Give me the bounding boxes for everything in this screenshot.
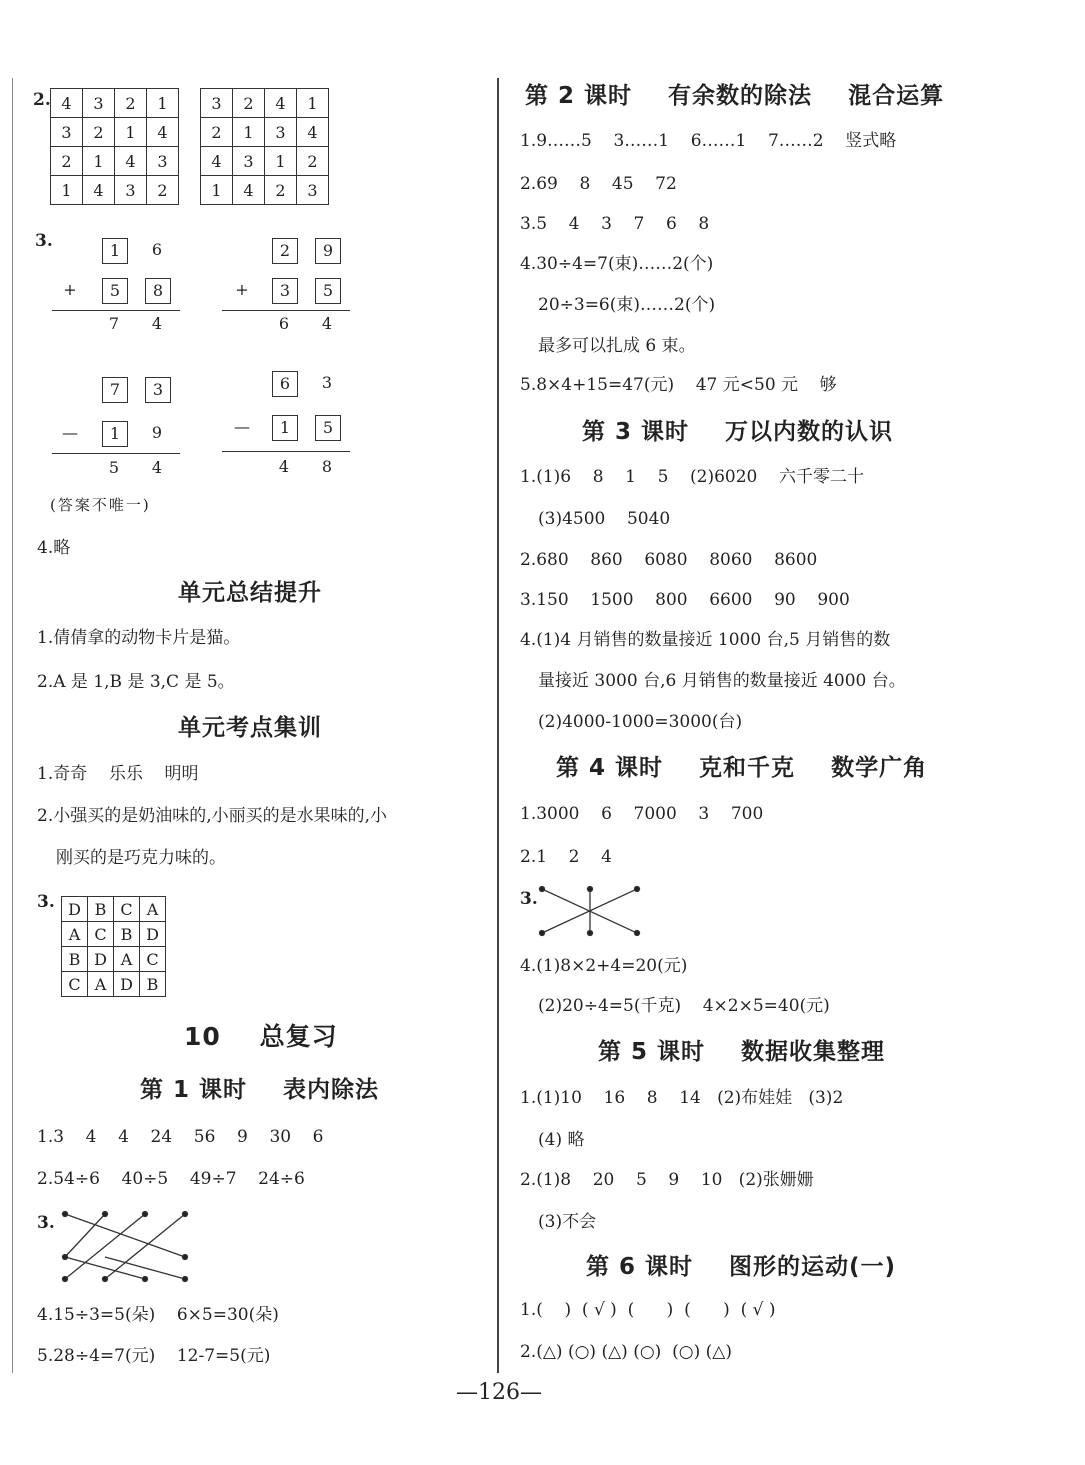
grid-cell: 4 <box>51 89 83 118</box>
digit-box: 5 <box>315 278 341 304</box>
difference-line <box>222 451 350 452</box>
grid-cell: 2 <box>201 118 233 147</box>
grid-cell: C <box>140 947 166 972</box>
grid-cell: 1 <box>265 147 297 176</box>
sum-line <box>52 310 180 311</box>
grid-row <box>201 176 329 205</box>
digit: 3 <box>321 373 333 392</box>
lesson-1-q1: 1.3 4 4 24 56 9 30 6 <box>37 1127 324 1147</box>
digit-box: 6 <box>272 371 298 397</box>
number-grid-1 <box>50 88 179 205</box>
lesson-2-q1: 1.9……5 3……1 6……1 7……2 竖式略 <box>520 131 897 151</box>
digit: 6 <box>151 240 163 259</box>
grid-cell: 3 <box>83 89 115 118</box>
grid-cell: 1 <box>51 176 83 205</box>
grid-row <box>201 89 329 118</box>
digit-box: 9 <box>315 238 341 264</box>
grid-cell: 3 <box>51 118 83 147</box>
grid-row <box>51 176 179 205</box>
unit-test-q2-line1: 2.小强买的是奶油味的,小丽买的是水果味的,小 <box>37 806 388 826</box>
grid-cell: 2 <box>83 118 115 147</box>
grid-cell: 3 <box>201 89 233 118</box>
grid-cell: 1 <box>233 118 265 147</box>
difference-line <box>52 453 180 454</box>
grid-cell: 4 <box>265 89 297 118</box>
lesson-2-q3: 3.5 4 3 7 6 8 <box>520 214 710 234</box>
lesson-6-q1: 1.( ) ( √ ) ( ) ( ) ( √ ) <box>520 1300 776 1320</box>
lesson-5-q1-line1: 1.(1)10 16 8 14 (2)布娃娃 (3)2 <box>520 1088 844 1108</box>
grid-cell: B <box>62 947 88 972</box>
lesson-3-q1-line2: (3)4500 5040 <box>538 509 671 529</box>
lesson-2-q4-line2: 20÷3=6(束)……2(个) <box>538 295 716 315</box>
minus-sign: — <box>62 423 78 442</box>
grid-row <box>201 118 329 147</box>
lesson-2-q5: 5.8×4+15=47(元) 47 元<50 元 够 <box>520 375 837 395</box>
unit-summary-q2: 2.A 是 1,B 是 3,C 是 5。 <box>37 672 235 692</box>
q3-label: 3. <box>35 231 53 251</box>
lesson-1-q3-label: 3. <box>37 1213 55 1233</box>
digit: 7 <box>108 314 120 333</box>
grid-cell: 3 <box>233 147 265 176</box>
grid-cell: B <box>140 972 166 997</box>
lesson-3-q3: 3.150 1500 800 6600 90 900 <box>520 590 850 610</box>
grid-cell: B <box>114 922 140 947</box>
lesson-3-q4-line1: 4.(1)4 月销售的数量接近 1000 台,5 月销售的数 <box>520 630 891 650</box>
lesson-4-q4-line1: 4.(1)8×2+4=20(元) <box>520 956 688 976</box>
unit-test-q3-label: 3. <box>37 892 55 912</box>
grid-cell: A <box>140 897 166 922</box>
grid-cell: A <box>88 972 114 997</box>
digit-box: 3 <box>145 377 171 403</box>
grid-cell: B <box>88 897 114 922</box>
lesson-1-title: 第 1 课时 表内除法 <box>140 1077 380 1103</box>
grid-cell: 2 <box>265 176 297 205</box>
section-title-unit-summary: 单元总结提升 <box>178 580 322 606</box>
lesson-2-title: 第 2 课时 有余数的除法 混合运算 <box>525 83 945 109</box>
lesson-2-q2: 2.69 8 45 72 <box>520 174 677 194</box>
lesson-3-q4-line2: 量接近 3000 台,6 月销售的数量接近 4000 台。 <box>538 671 906 691</box>
digit: 8 <box>321 457 333 476</box>
unit-test-q2-line2: 刚买的是巧克力味的。 <box>56 848 226 868</box>
grid-cell: 3 <box>147 147 179 176</box>
grid-cell: 2 <box>115 89 147 118</box>
grid-cell: 1 <box>83 147 115 176</box>
digit: 5 <box>108 458 120 477</box>
lesson-3-q1-line1: 1.(1)6 8 1 5 (2)6020 六千零二十 <box>520 467 864 487</box>
grid-cell: D <box>62 897 88 922</box>
lesson-5-q1-line2: (4) 略 <box>538 1130 585 1150</box>
grid-cell: D <box>114 972 140 997</box>
section-title-unit-test: 单元考点集训 <box>178 715 322 741</box>
grid-cell: 2 <box>233 89 265 118</box>
lesson-3-q4-line3: (2)4000-1000=3000(台) <box>538 712 743 732</box>
plus-sign: + <box>63 280 77 299</box>
digit: 4 <box>321 314 333 333</box>
lesson-2-q4-line1: 4.30÷4=7(束)……2(个) <box>520 254 714 274</box>
lesson-5-q2-line2: (3)不会 <box>538 1212 597 1232</box>
plus-sign: + <box>235 280 249 299</box>
digit-box: 5 <box>102 278 128 304</box>
grid-row <box>51 118 179 147</box>
lesson-5-title: 第 5 课时 数据收集整理 <box>598 1039 886 1065</box>
grid-cell: A <box>62 922 88 947</box>
grid-cell: 1 <box>201 176 233 205</box>
digit: 4 <box>151 314 163 333</box>
grid-cell: 2 <box>51 147 83 176</box>
digit-box: 5 <box>315 415 341 441</box>
grid-cell: 2 <box>297 147 329 176</box>
unit-summary-q1: 1.倩倩拿的动物卡片是猫。 <box>37 628 241 648</box>
grid-row <box>51 89 179 118</box>
grid-cell: 3 <box>297 176 329 205</box>
chapter-title: 10 总复习 <box>184 1022 338 1051</box>
digit-box: 1 <box>102 238 128 264</box>
grid-cell: 4 <box>297 118 329 147</box>
grid-cell: 2 <box>147 176 179 205</box>
grid-cell: 1 <box>115 118 147 147</box>
grid-cell: 3 <box>115 176 147 205</box>
sum-line <box>222 310 350 311</box>
grid-cell: 1 <box>147 89 179 118</box>
grid-cell: D <box>140 922 166 947</box>
digit-box: 3 <box>272 278 298 304</box>
grid-row <box>51 147 179 176</box>
unit-test-q1: 1.奇奇 乐乐 明明 <box>37 764 199 784</box>
grid-cell: 4 <box>147 118 179 147</box>
grid-cell: 4 <box>83 176 115 205</box>
grid-cell: 4 <box>233 176 265 205</box>
answer-note: (答案不唯一) <box>50 496 151 514</box>
digit: 4 <box>151 458 163 477</box>
grid-row <box>62 897 166 922</box>
digit: 9 <box>151 423 163 442</box>
lesson-6-q2: 2.(△) (○) (△) (○) (○) (△) <box>520 1342 732 1362</box>
matching-lines-diagram <box>55 1205 195 1290</box>
left-margin-rule <box>12 78 13 1373</box>
lesson-4-q1: 1.3000 6 7000 3 700 <box>520 804 764 824</box>
column-divider <box>497 78 499 1373</box>
grid-row <box>62 947 166 972</box>
lesson-1-q2: 2.54÷6 40÷5 49÷7 24÷6 <box>37 1169 305 1189</box>
digit-box: 1 <box>272 415 298 441</box>
grid-cell: 4 <box>115 147 147 176</box>
lesson-1-q5: 5.28÷4=7(元) 12-7=5(元) <box>37 1346 271 1366</box>
grid-cell: D <box>88 947 114 972</box>
grid-cell: A <box>114 947 140 972</box>
lesson-5-q2-line1: 2.(1)8 20 5 9 10 (2)张姗姗 <box>520 1170 814 1190</box>
lesson-6-title: 第 6 课时 图形的运动(一) <box>586 1254 897 1280</box>
digit-box: 7 <box>102 377 128 403</box>
number-grid-2 <box>200 88 329 205</box>
lesson-1-q4: 4.15÷3=5(朵) 6×5=30(朵) <box>37 1305 279 1325</box>
lesson-3-title: 第 3 课时 万以内数的认识 <box>582 419 894 445</box>
lesson-4-title: 第 4 课时 克和千克 数学广角 <box>556 755 928 781</box>
page-number: —126— <box>456 1380 542 1405</box>
q2-label: 2. <box>33 90 51 110</box>
minus-sign: — <box>234 417 250 436</box>
grid-row <box>62 972 166 997</box>
digit-box: 1 <box>102 421 128 447</box>
grid-cell: 1 <box>297 89 329 118</box>
grid-cell: 3 <box>265 118 297 147</box>
lesson-4-q4-line2: (2)20÷4=5(千克) 4×2×5=40(元) <box>538 996 830 1016</box>
grid-cell: C <box>114 897 140 922</box>
grid-cell: C <box>88 922 114 947</box>
digit-box: 8 <box>145 278 171 304</box>
grid-row <box>201 147 329 176</box>
digit-box: 2 <box>272 238 298 264</box>
digit: 6 <box>278 314 290 333</box>
lesson-4-q2: 2.1 2 4 <box>520 847 612 867</box>
grid-cell: C <box>62 972 88 997</box>
digit: 4 <box>278 457 290 476</box>
grid-cell: 4 <box>201 147 233 176</box>
grid-row <box>62 922 166 947</box>
letter-grid <box>61 896 166 997</box>
lesson-4-q3-label: 3. <box>520 889 538 909</box>
q4-answer: 4.略 <box>37 538 71 558</box>
lesson-3-q2: 2.680 860 6080 8060 8600 <box>520 550 818 570</box>
lesson-2-q4-line3: 最多可以扎成 6 束。 <box>538 336 696 356</box>
connecting-lines-diagram <box>535 883 645 943</box>
